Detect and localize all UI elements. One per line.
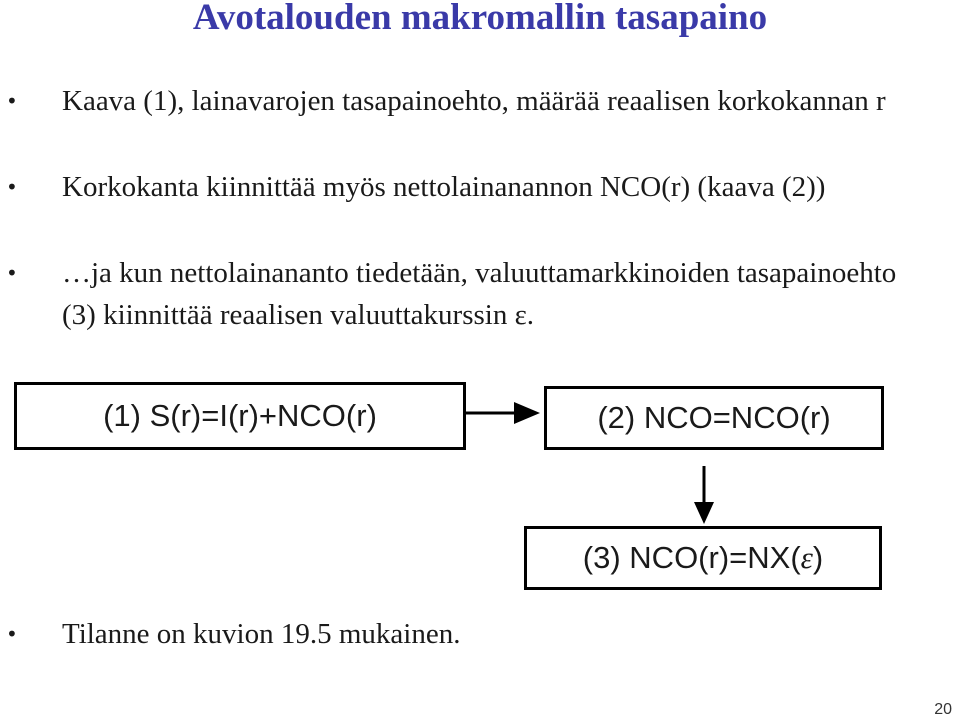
bullet-dot-icon: • xyxy=(6,261,18,285)
equation-2-text: (2) NCO=NCO(r) xyxy=(597,400,831,435)
bullet-text: Kaava (1), lainavarojen tasapainoehto, määrää reaalisen korkokannan r xyxy=(62,85,886,117)
arrow-right-icon xyxy=(466,402,540,424)
bullet-text: …ja kun nettolainananto tiedetään, valuuttamarkkinoiden tasapainoehto (3) kiinnittää reaalisen valuuttakurssin ε. xyxy=(62,257,897,331)
bullet-item xyxy=(6,613,906,655)
bullet-dot-icon: • xyxy=(6,89,18,113)
bullet-dot-icon: • xyxy=(6,622,18,646)
bullet-text: Korkokanta kiinnittää myös nettolainanannon NCO(r) (kaava (2)) xyxy=(62,171,826,203)
slide-title: Avotalouden makromallin tasapaino xyxy=(192,0,768,38)
bullet-dot-icon: • xyxy=(6,175,18,199)
equation-1-text: (1) S(r)=I(r)+NCO(r) xyxy=(103,398,377,433)
equation-3-prefix: (3) NCO(r)=NX( xyxy=(582,540,801,575)
page-number: 20 xyxy=(934,701,952,718)
equation-3-epsilon: ε xyxy=(800,540,813,575)
equation-3-suffix: ) xyxy=(812,540,824,575)
arrow-down-icon xyxy=(694,466,714,524)
bullet-text: Tilanne on kuvion 19.5 mukainen. xyxy=(62,618,461,650)
